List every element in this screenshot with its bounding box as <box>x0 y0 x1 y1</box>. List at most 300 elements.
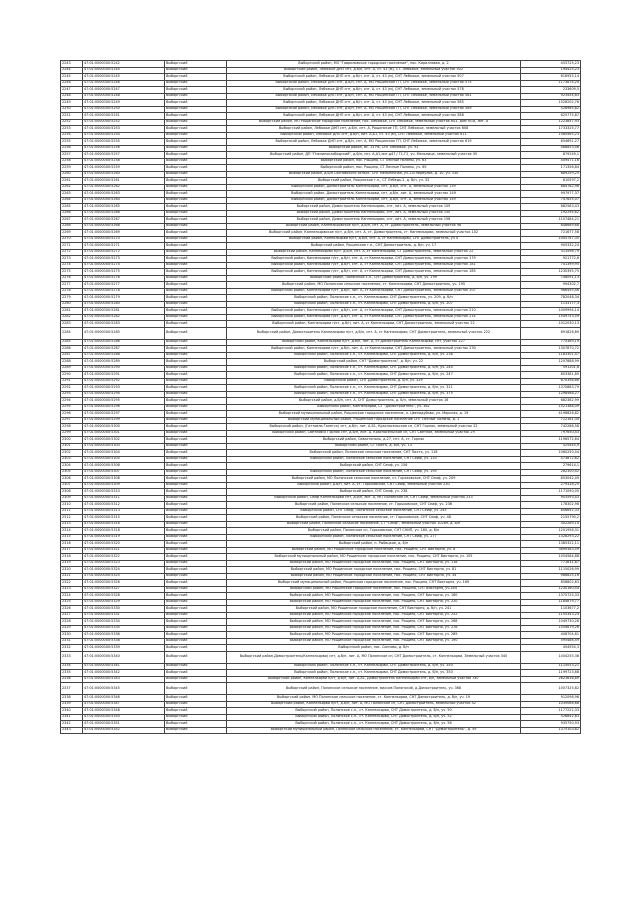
cadastral-value-cell: 797650,43 <box>521 430 581 437</box>
cadastral-value-cell: 921772,6 <box>521 256 581 263</box>
address-cell: Выборгский район, Лебяжье ДНП снт, д.б/н, снт. А, МО Рощинское ГП, СНТ Лебяжье, земельный участок 581 <box>227 93 521 100</box>
row-number-cell: 2280 <box>61 301 83 308</box>
cadastral-number-cell: 47:01:0000000:5322 <box>83 554 165 561</box>
address-cell: Выборгский район, Полянское с.п., ст. Каннельярви, СНТ Домостроитель, д. б/н, уч. 244 <box>227 365 521 372</box>
row-number-cell: 2334 <box>61 663 83 670</box>
district-cell: Выборгский <box>165 391 227 398</box>
cadastral-value-cell: 891826,89 <box>521 327 581 339</box>
address-cell: Выборгский район, МО Рощинское городское поселение, пос. Рощино, СНТ Викторня, уч. 278 <box>227 625 521 632</box>
row-number-cell: 2340 <box>61 708 83 715</box>
district-cell: Выборгский <box>165 554 227 561</box>
cadastral-value-cell: 682382,99 <box>521 398 581 405</box>
address-cell: Выборгский район,Домостроитель(Каннельярви) снт, д.б/н, лит. А, МО Полянское сп, СНТ Домостроитель, ст. Каннельярви, Земельный участок 345 <box>227 651 521 663</box>
row-number-cell: 2285 <box>61 339 83 346</box>
district-cell: Выборгский <box>165 638 227 645</box>
district-cell: Выборгский <box>165 417 227 424</box>
cadastral-value-cell: 1370883,79 <box>521 385 581 392</box>
cadastral-number-cell: 47:01:0000000:5258 <box>83 158 165 165</box>
district-cell: Выборгский <box>165 476 227 483</box>
row-number-cell: 2257 <box>61 152 83 159</box>
district-cell: Выборгский <box>165 158 227 165</box>
cadastral-value-cell: 1060250,44 <box>521 450 581 457</box>
cadastral-number-cell: 47:01:0000000:5254 <box>83 132 165 139</box>
cadastral-value-cell: 4198826,82 <box>521 411 581 418</box>
address-cell: Выборгский район, Полянское с.п., ст. Каннельярви, СНТ Домостроитель, д. б/н, уч. 56 <box>227 721 521 728</box>
address-cell: Выборгский район, Лебяжье ДНП снт, д.б/н, снт. А, ст. 43 (м), СТ. Лебяжье, земельный участок 502 <box>227 67 521 74</box>
cadastral-value-cell: 1549753,59 <box>521 314 581 321</box>
row-number-cell: 2327 <box>61 612 83 619</box>
district-cell: Выборгский <box>165 204 227 211</box>
cadastral-value-cell: 525445,9 <box>521 443 581 450</box>
cadastral-number-cell: 47:01:0000000:5256 <box>83 145 165 152</box>
cadastral-value-cell: 453725,23 <box>521 61 581 68</box>
cadastral-number-cell: 47:01:0000000:5331 <box>83 612 165 619</box>
district-cell: Выборгский <box>165 612 227 619</box>
row-number-cell: 2301 <box>61 443 83 450</box>
address-cell: Выборгский район, Полянское с.п., ст. Каннельярви, СНТ Домостроитель, д. б/н, уч. 311 <box>227 385 521 392</box>
address-cell: Выборгский район, СНТ Сеиф, уч. 156 <box>227 463 521 470</box>
district-cell: Выборгский <box>165 541 227 548</box>
district-cell: Выборгский <box>165 249 227 256</box>
row-number-cell: 2322 <box>61 580 83 587</box>
district-cell: Выборгский <box>165 67 227 74</box>
cadastral-value-cell: 986825,16 <box>521 573 581 580</box>
cadastral-value-cell: 1183301,47 <box>521 352 581 359</box>
address-cell: Выборгский район, Каннельярви п/ст, д.б/н, снт. А, ст Каннельярви, СНТ Домостроитель, земельный участок 179 <box>227 256 521 263</box>
cadastral-number-cell: 47:01:0000000:5326 <box>83 580 165 587</box>
district-cell: Выборгский <box>165 372 227 379</box>
cadastral-value-cell: 279328,25 <box>521 482 581 489</box>
cadastral-value-cell: 279614,1 <box>521 463 581 470</box>
cadastral-value-cell: 526842,83 <box>521 714 581 721</box>
row-number-cell: 2287 <box>61 352 83 359</box>
row-number-cell: 2333 <box>61 651 83 663</box>
cadastral-value-cell: 771631,87 <box>521 560 581 567</box>
district-cell: Выборгский <box>165 210 227 217</box>
cadastral-number-cell: 47:01:0000000:5320 <box>83 541 165 548</box>
cadastral-value-cell: 742286,58 <box>521 424 581 431</box>
cadastral-value-cell: 1155343,24 <box>521 612 581 619</box>
district-cell: Выборгский <box>165 625 227 632</box>
cadastral-value-cell: 616955,14 <box>521 74 581 81</box>
cadastral-number-cell: 47:01:0000000:5328 <box>83 593 165 600</box>
cadastral-value-cell: 1039066,68 <box>521 701 581 708</box>
district-cell: Выборгский <box>165 327 227 339</box>
cadastral-value-cell: 1012030,13 <box>521 321 581 328</box>
district-cell: Выборгский <box>165 456 227 463</box>
cadastral-number-cell: 47:01:0000000:5246 <box>83 80 165 87</box>
address-cell: Выборгский район, Каннельярви п/ст, д.б/н, снт. А, ст Каннельярви, СНТ Домостроитель, земельный участок 185 <box>227 269 521 276</box>
address-cell: Выборгский район, Лебяжье ДНП снт, д.б/н, снт. А, ст. 43 (м), СНТ Лебяжье, земельный участок 585 <box>227 100 521 107</box>
row-number-cell: 2342 <box>61 721 83 728</box>
address-cell: Выборгский район, д.б/н, снт. А, СНТ Домостроитель, д. б/н, земельный участок 16 <box>227 398 521 405</box>
cadastral-value-cell: 712161,34 <box>521 417 581 424</box>
row-number-cell: 2252 <box>61 119 83 126</box>
district-cell: Выборгский <box>165 93 227 100</box>
cadastral-value-cell: 858802,63 <box>521 580 581 587</box>
district-cell: Выборгский <box>165 676 227 683</box>
cadastral-number-cell: 47:01:0000000:5311 <box>83 495 165 502</box>
district-cell: Выборгский <box>165 547 227 554</box>
row-number-cell: 2247 <box>61 87 83 94</box>
cadastral-value-cell: 1733325,77 <box>521 126 581 133</box>
row-number-cell: 2316 <box>61 541 83 548</box>
district-cell: Выборгский <box>165 236 227 243</box>
district-cell: Выборгский <box>165 606 227 613</box>
row-number-cell: 2261 <box>61 178 83 185</box>
row-number-cell: 2314 <box>61 528 83 535</box>
cadastral-number-cell: 47:01:0000000:5299 <box>83 417 165 424</box>
table-row <box>61 683 581 695</box>
address-cell: Выборгский район, Лебяжье ДНП снт, д.б/н, снт. А, МО Рощинское ГП, СНТ Лебяжье, земельный участок 589 <box>227 106 521 113</box>
address-cell: Выборгский район, Светловск Горняк снт, д.б/н, лит. А, Красносельское сп, СНТ Светлое, земельный участок 29 <box>227 430 521 437</box>
cadastral-value-cell: 997977,37 <box>521 191 581 198</box>
cadastral-number-cell: 47:01:0000000:5316 <box>83 521 165 528</box>
cadastral-number-cell: 47:01:0000000:5329 <box>83 599 165 606</box>
address-cell: Выборгский район, Лебяжье ДНП снт, д.б/н, снт. А, Рощинское ГП, СНТ Лебяжье, земельный участок 608 <box>227 126 521 133</box>
row-number-cell: 2255 <box>61 139 83 146</box>
address-cell: Выборгский район, Полянское с.п., СНТ Домостроитель, д. б/н, уч. 199 <box>227 275 521 282</box>
row-number-cell: 2291 <box>61 378 83 385</box>
row-number-cell: 2281 <box>61 308 83 315</box>
cadastral-value-cell: 884782,98 <box>521 184 581 191</box>
row-number-cell: 2279 <box>61 295 83 302</box>
cadastral-value-cell: 1177222,33 <box>521 708 581 715</box>
cadastral-number-cell: 47:01:0000000:5318 <box>83 528 165 535</box>
district-cell: Выборгский <box>165 275 227 282</box>
address-cell: Выборгский район, д.б/н Сосновского сельск. СНТ Мельничная, уч.1-й переулок, д. 10, уч. 330 <box>227 171 521 178</box>
row-number-cell: 2244 <box>61 67 83 74</box>
cadastral-number-cell: 47:01:0000000:5249 <box>83 100 165 107</box>
row-number-cell: 2326 <box>61 606 83 613</box>
address-cell: Выборгский район, Полянское с.п., ст. Каннельярви, СНТ Домостроитель, уч. 209, д. б/н <box>227 295 521 302</box>
cadastral-value-cell: 1328293,22 <box>521 534 581 541</box>
cadastral-value-cell: 409471,16 <box>521 158 581 165</box>
cadastral-value-cell: 1375725,33 <box>521 593 581 600</box>
row-number-cell: 2312 <box>61 515 83 522</box>
cadastral-value-cell: 595486,49 <box>521 638 581 645</box>
address-cell: Выборгский район, Полянское с.п., ст. Каннельярви, СНТ Домостроитель, д. б/н, уч. 50 <box>227 708 521 715</box>
row-number-cell: 2243 <box>61 61 83 68</box>
cadastral-number-cell: 47:01:0000000:5285 <box>83 327 165 339</box>
row-number-cell: 2307 <box>61 482 83 489</box>
district-cell: Выборгский <box>165 308 227 315</box>
cadastral-number-cell: 47:01:0000000:5350 <box>83 714 165 721</box>
address-cell: Выборгский район, Домостроитель Каннельярви, снт, лит. А, земельный участок 150 <box>227 210 521 217</box>
address-cell: Выборгский район, МО Рощинское городское поселение, СНТ Викторня, д. б/н, уч. 241 <box>227 606 521 613</box>
district-cell: Выборгский <box>165 113 227 120</box>
district-cell: Выборгский <box>165 230 227 237</box>
cadastral-number-cell: 47:01:0000000:5342 <box>83 670 165 677</box>
district-cell: Выборгский <box>165 424 227 431</box>
cadastral-number-cell: 47:01:0000000:5271 <box>83 243 165 250</box>
table-row <box>61 327 581 339</box>
cadastral-number-cell: 47:01:0000000:5309 <box>83 482 165 489</box>
address-cell: Выборгский район, Рощинское г.п., СНТ Домостроитель, д. б/н, уч. 17 <box>227 243 521 250</box>
cadastral-number-cell: 47:01:0000000:5323 <box>83 560 165 567</box>
cadastral-value-cell: 1199723,68 <box>521 670 581 677</box>
cadastral-value-cell: 1580465,23 <box>521 132 581 139</box>
cadastral-number-cell: 47:01:0000000:5245 <box>83 74 165 81</box>
cadastral-value-cell: 1230395,75 <box>521 269 581 276</box>
address-cell: Выборгский район, МО Рощинское городское поселение, пос. Рощино, СНТ Викторня, уч. 220 <box>227 599 521 606</box>
cadastral-number-cell: 47:01:0000000:5321 <box>83 547 165 554</box>
cadastral-value-cell: 670398,86 <box>521 378 581 385</box>
cadastral-value-cell: 178302,96 <box>521 502 581 509</box>
row-number-cell: 2278 <box>61 288 83 295</box>
row-number-cell: 2265 <box>61 204 83 211</box>
cadastral-number-cell: 47:01:0000000:5325 <box>83 573 165 580</box>
row-number-cell: 2309 <box>61 495 83 502</box>
cadastral-number-cell: 47:01:0000000:5312 <box>83 502 165 509</box>
district-cell: Выборгский <box>165 301 227 308</box>
table-row <box>61 651 581 663</box>
cadastral-value-cell: 1521388,09 <box>521 404 581 411</box>
cadastral-number-cell: 47:01:0000000:5313 <box>83 508 165 515</box>
row-number-cell: 2337 <box>61 683 83 695</box>
row-number-cell: 2245 <box>61 74 83 81</box>
cadastral-value-cell: 1115026,99 <box>521 567 581 574</box>
cadastral-value-cell: 313596,79 <box>521 249 581 256</box>
district-cell: Выборгский <box>165 106 227 113</box>
address-cell: Выборгский район, вс. 13 пк, СНТ Лебяжье, уч. 93 <box>227 145 521 152</box>
district-cell: Выборгский <box>165 443 227 450</box>
address-cell: Выборгский муниципальный район, Полянское сельское поселение, ст. Каннельярви, СНТ "Домостроитель", д. 59 <box>227 727 521 734</box>
district-cell: Выборгский <box>165 727 227 734</box>
address-cell: Выборгский район, МО Полянское сельское поселение, ст. Каннельярви, СНТ Домостроитель, уч. 195 <box>227 282 521 289</box>
address-cell: Выборгский район, Полянское с.п., ст. Каннельярви, СНТ Домостроитель, д. б/н, уч. 207 <box>227 301 521 308</box>
address-cell: Выборгский район, МО Полянское сельское поселение, ст. Горьковское, СНТ Сеиф, уч. 209 <box>227 476 521 483</box>
district-cell: Выборгский <box>165 191 227 198</box>
address-cell: Выборгский район, Домостроитель Каннельярви п/ст, д.б/н, снт. А, ст Каннельярви, СНТ Домостроитель, земельный участок 222 <box>227 327 521 339</box>
address-cell: Выборгский район, Полянское сп, Горьковское, СНТ СНИП, уч. 180, д. б/н <box>227 528 521 535</box>
row-number-cell: 2315 <box>61 534 83 541</box>
address-cell: Выборгский район, Каннельярвское п/ст, д.б/н, снт. А, ст. Домостроитель, земельный участок 98 <box>227 223 521 230</box>
district-cell: Выборгский <box>165 534 227 541</box>
address-cell: Выборгский район, Лебяжье ДНП снт, д.б/н, снт. А, ст. 43 (м), СНТ Лебяжье, земельный участок 588 <box>227 113 521 120</box>
cadastral-value-cell: 1207888,99 <box>521 359 581 366</box>
cadastral-value-cell: 1298468,27 <box>521 391 581 398</box>
row-number-cell: 2304 <box>61 463 83 470</box>
district-cell: Выборгский <box>165 599 227 606</box>
row-number-cell: 2323 <box>61 586 83 593</box>
row-number-cell: 2321 <box>61 573 83 580</box>
row-number-cell: 2260 <box>61 171 83 178</box>
cadastral-value-cell: 748091,13 <box>521 275 581 282</box>
address-cell: Выборгский муниципальный район, МО Рощинское городское поселение, пос. Рощино, СНТ Викторня, уч. 105 <box>227 554 521 561</box>
cadastral-value-cell: 192294,62 <box>521 210 581 217</box>
cadastral-number-cell: 47:01:0000000:5259 <box>83 165 165 172</box>
cadastral-value-cell: 935750,93 <box>521 721 581 728</box>
district-cell: Выборгский <box>165 152 227 159</box>
cadastral-value-cell: 2155790,2 <box>521 515 581 522</box>
address-cell: Выборгский район, Полянское сельское поселение, СТ "Сеиф", земельный участок 10289, д. б/н <box>227 521 521 528</box>
address-cell: Выборгский район, Домостроитель Каннельярви, снт, лит. А, земельный участок 109 <box>227 204 521 211</box>
row-number-cell: 2305 <box>61 469 83 476</box>
cadastral-number-cell: 47:01:0000000:5277 <box>83 282 165 289</box>
cadastral-value-cell: 966495,46 <box>521 288 581 295</box>
row-number-cell: 2264 <box>61 197 83 204</box>
row-number-cell: 2292 <box>61 385 83 392</box>
cadastral-number-cell: 47:01:0000000:5260 <box>83 171 165 178</box>
row-number-cell: 2246 <box>61 80 83 87</box>
district-cell: Выборгский <box>165 346 227 353</box>
cadastral-number-cell: 47:01:0000000:5280 <box>83 301 165 308</box>
cadastral-value-cell: 1554679,26 <box>521 625 581 632</box>
address-cell: Выборгский район, Каннельярви п/ст, д.б/н, лит. А, ст Домостроитель Каннельярви, снт, участок 227 <box>227 339 521 346</box>
cadastral-number-cell: 47:01:0000000:5250 <box>83 106 165 113</box>
cadastral-number-cell: 47:01:0000000:5276 <box>83 275 165 282</box>
cadastral-number-cell: 47:01:0000000:5304 <box>83 450 165 457</box>
row-number-cell: 2290 <box>61 372 83 379</box>
cadastral-value-cell: 3899383,59 <box>521 547 581 554</box>
cadastral-value-cell: 262300,42 <box>521 469 581 476</box>
address-cell: Выборгский район, Полянское сельское поселение, СНТ Пихтъ, уч. 118 <box>227 450 521 457</box>
cadastral-number-cell: 47:01:0000000:5264 <box>83 197 165 204</box>
row-number-cell: 2343 <box>61 727 83 734</box>
district-cell: Выборгский <box>165 100 227 107</box>
cadastral-number-cell: 47:01:0000000:5319 <box>83 534 165 541</box>
address-cell: Выборгский район, пос. Сосново, д. б/н <box>227 645 521 652</box>
address-cell: Выборгский район, Полянское с.п., ст. Каннельярви, СНТ Домостроитель, д. б/н, уч. 52 <box>227 714 521 721</box>
district-cell: Выборгский <box>165 378 227 385</box>
row-number-cell: 2297 <box>61 417 83 424</box>
row-number-cell: 2273 <box>61 256 83 263</box>
cadastral-number-cell: 47:01:0000000:5330 <box>83 606 165 613</box>
cadastral-number-cell: 47:01:0000000:5265 <box>83 204 165 211</box>
address-cell: Выборгский район, Каннельярви п/ст, д.б/н, снт. А, ст Каннельярви, СНТ Домостроитель, уч 4 <box>227 236 521 243</box>
district-cell: Выборгский <box>165 437 227 444</box>
cadastral-value-cell: 408704,61 <box>521 632 581 639</box>
row-number-cell: 2324 <box>61 593 83 600</box>
cadastral-value-cell: 1133177,3 <box>521 301 581 308</box>
district-cell: Выборгский <box>165 463 227 470</box>
cadastral-value-cell: 302289,14 <box>521 521 581 528</box>
cadastral-value-cell: 1375103,82 <box>521 727 581 734</box>
cadastral-value-cell: 882563,43 <box>521 204 581 211</box>
row-number-cell: 2289 <box>61 365 83 372</box>
cadastral-number-cell: 47:01:0000000:5281 <box>83 308 165 315</box>
cadastral-number-cell: 47:01:0000000:5261 <box>83 178 165 185</box>
cadastral-number-cell: 47:01:0000000:5347 <box>83 701 165 708</box>
row-number-cell: 2319 <box>61 560 83 567</box>
row-number-cell: 2302 <box>61 450 83 457</box>
cadastral-value-cell: 806642,33 <box>521 508 581 515</box>
row-number-cell: 2266 <box>61 210 83 217</box>
district-cell: Выборгский <box>165 567 227 574</box>
cadastral-number-cell: 47:01:0000000:5346 <box>83 695 165 702</box>
cadastral-value-cell: 526965,82 <box>521 106 581 113</box>
address-cell: Выборгский район, МО Рощинское городское поселение, пос. Рощино, СНТ Викторня, уч. 252 <box>227 612 521 619</box>
cadastral-number-cell: 47:01:0000000:5282 <box>83 314 165 321</box>
address-cell: Выборгский район, Полянское сельское поселение, СНТ Сеиф, уч. 195 <box>227 469 521 476</box>
district-cell: Выборгский <box>165 61 227 68</box>
cadastral-value-cell: 994302,7 <box>521 282 581 289</box>
address-cell: Выборгский район, Рощинское г.п., СТ Лебедь-2, д. б/н, уч. 33 <box>227 178 521 185</box>
cadastral-number-cell: 47:01:0000000:5244 <box>83 67 165 74</box>
address-cell: Выборгский район, МО Рощинское городское поселение, пос. Рощино, СНТ Викторня, уч. 190 <box>227 638 521 645</box>
address-cell: Выборгский район, Севастополь, д.27, снт. А, ст. Горняк <box>227 437 521 444</box>
row-number-cell: 2262 <box>61 184 83 191</box>
cadastral-value-cell: 1107484,21 <box>521 217 581 224</box>
row-number-cell: 2331 <box>61 638 83 645</box>
cadastral-value-cell: 747655,07 <box>521 197 581 204</box>
district-cell: Выборгский <box>165 359 227 366</box>
cadastral-value-cell: 625775,87 <box>521 113 581 120</box>
district-cell: Выборгский <box>165 398 227 405</box>
district-cell: Выборгский <box>165 651 227 663</box>
district-cell: Выборгский <box>165 282 227 289</box>
cadastral-number-cell: 47:01:0000000:5288 <box>83 352 165 359</box>
row-number-cell: 2318 <box>61 554 83 561</box>
cadastral-number-cell: 47:01:0000000:5274 <box>83 262 165 269</box>
address-cell: Выборгский район, СТ Пихтъ, д. б/н, уч. 13 <box>227 443 521 450</box>
cadastral-number-cell: 47:01:0000000:5255 <box>83 139 165 146</box>
address-cell: Выборгский район, Полянское с.п., ст. Каннельярви, СНТ Домостроитель, д. б/н, уч. 236 <box>227 352 521 359</box>
address-cell: Выборгский район, СНТ Сеиф, уч. 238 <box>227 489 521 496</box>
table-body <box>61 61 581 734</box>
cadastral-number-cell: 47:01:0000000:5269 <box>83 230 165 237</box>
cadastral-number-cell: 47:01:0000000:5248 <box>83 93 165 100</box>
district-cell: Выборгский <box>165 695 227 702</box>
cadastral-number-cell: 47:01:0000000:5352 <box>83 727 165 734</box>
address-cell: Выборгский район, ДП "Пчелинослободский", д.б/н, снт. А,А1,лит.д47 / Г1-Г2, уч. Мельница, земельный участок 45 <box>227 152 521 159</box>
cadastral-value-cell: 1307870,72 <box>521 346 581 353</box>
cadastral-number-cell: 47:01:0000000:5242 <box>83 61 165 68</box>
cadastral-number-cell: 47:01:0000000:5286 <box>83 339 165 346</box>
address-cell: Выборгский район, Полянское сельское поселение, ст. Горьковское, СНТ Сеиф, уч. 48 <box>227 515 521 522</box>
row-number-cell: 2295 <box>61 404 83 411</box>
cadastral-value-cell: 194425,23 <box>521 67 581 74</box>
district-cell: Выборгский <box>165 593 227 600</box>
cadastral-value-cell: 1404255,38 <box>521 651 581 663</box>
cadastral-number-cell: 47:01:0000000:5324 <box>83 567 165 574</box>
row-number-cell: 2300 <box>61 437 83 444</box>
district-cell: Выборгский <box>165 663 227 670</box>
cadastral-value-cell: 573872,62 <box>521 456 581 463</box>
row-number-cell: 2274 <box>61 262 83 269</box>
row-number-cell: 2256 <box>61 145 83 152</box>
cadastral-number-cell: 47:01:0000000:5310 <box>83 489 165 496</box>
address-cell: Выборгский район, пос. Рощино, СТ Лесные Поляны, уч. 65 <box>227 165 521 172</box>
row-number-cell: 2308 <box>61 489 83 496</box>
district-cell: Выборгский <box>165 714 227 721</box>
cadastral-value-cell: 1173874,24 <box>521 80 581 87</box>
district-cell: Выборгский <box>165 683 227 695</box>
district-cell: Выборгский <box>165 573 227 580</box>
row-number-cell: 2339 <box>61 701 83 708</box>
cadastral-value-cell: 1009994,14 <box>521 308 581 315</box>
address-cell: Выборгский район, МО "Гавриловское городское поселение", пос. Кирилловка, д. 2 <box>227 61 521 68</box>
row-number-cell: 2317 <box>61 547 83 554</box>
row-number-cell: 2268 <box>61 223 83 230</box>
district-cell: Выборгский <box>165 495 227 502</box>
district-cell: Выборгский <box>165 339 227 346</box>
district-cell: Выборгский <box>165 632 227 639</box>
district-cell: Выборгский <box>165 430 227 437</box>
district-cell: Выборгский <box>165 352 227 359</box>
cadastral-value-cell: 782048,34 <box>521 295 581 302</box>
district-cell: Выборгский <box>165 560 227 567</box>
district-cell: Выборгский <box>165 178 227 185</box>
row-number-cell: 2254 <box>61 132 83 139</box>
row-number-cell: 2306 <box>61 476 83 483</box>
address-cell: Выборгский район, Каннельярви п/ст, д.б/н, лит. А,А1, Домостроитель Каннельярви снт, б/н, земельный участок 367 <box>227 676 521 683</box>
district-cell: Выборгский <box>165 119 227 126</box>
district-cell: Выборгский <box>165 645 227 652</box>
row-number-cell: 2249 <box>61 100 83 107</box>
row-number-cell: 2296 <box>61 411 83 418</box>
